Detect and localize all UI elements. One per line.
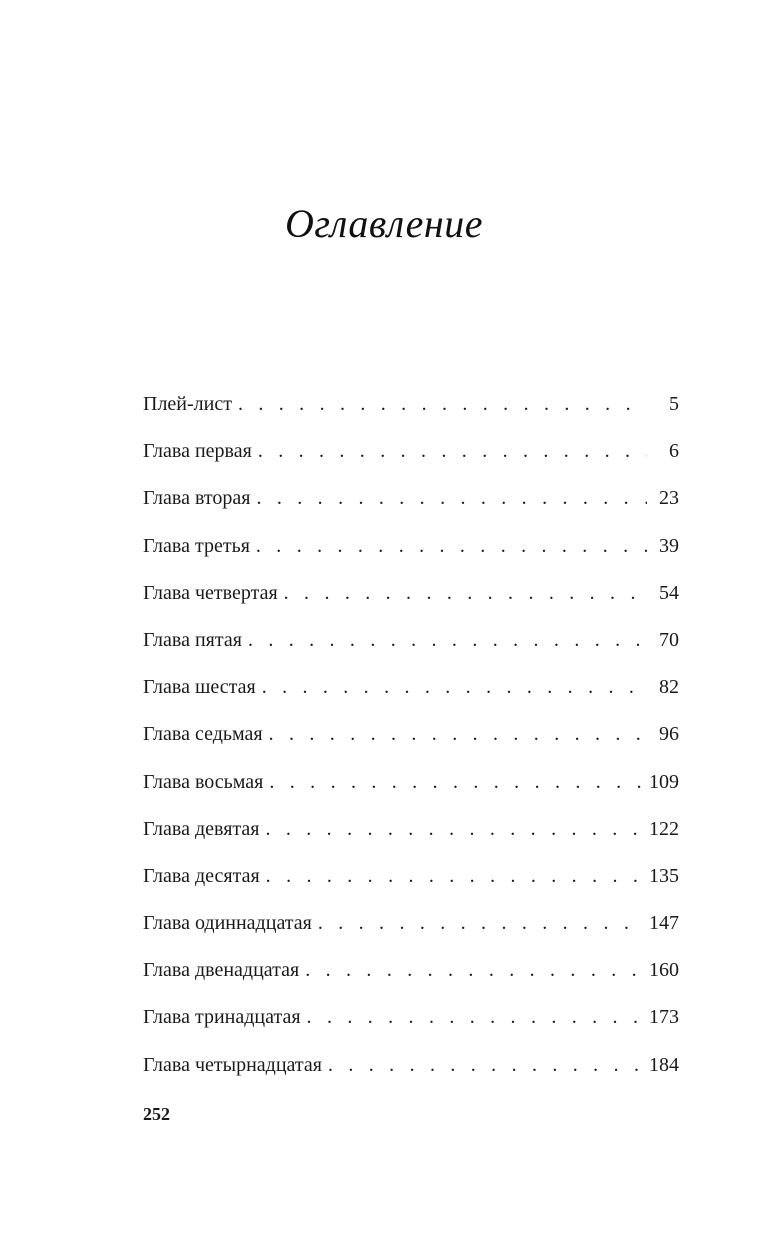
dot-leader (242, 624, 647, 656)
toc-entry-page: 160 (649, 959, 679, 982)
page-title: Оглавление (284, 201, 484, 246)
dot-leader (263, 766, 645, 798)
toc-entry[interactable] (143, 671, 679, 718)
toc-entry-page: 39 (659, 534, 679, 557)
dot-leader (260, 860, 645, 892)
toc-entry[interactable] (143, 860, 679, 907)
toc-entry-page: 70 (659, 628, 679, 651)
dot-leader (259, 813, 645, 845)
toc-entry-title: Глава одиннадцатая (143, 912, 312, 935)
toc-entry-title: Глава четвертая (143, 581, 278, 604)
toc-entry[interactable] (143, 388, 679, 435)
dot-leader (250, 482, 647, 514)
toc-entry-title: Глава девятая (143, 817, 260, 840)
toc-entry[interactable] (143, 766, 679, 813)
dot-leader (256, 671, 647, 703)
toc-entry-page: 6 (669, 440, 679, 463)
toc-entry[interactable] (143, 577, 679, 624)
toc-entry[interactable] (143, 813, 679, 860)
dot-leader (299, 954, 645, 986)
toc-entry[interactable] (143, 482, 679, 529)
toc-entry[interactable] (143, 624, 679, 671)
toc-entry-title: Глава третья (143, 534, 250, 557)
toc-entry-page: 173 (649, 1006, 679, 1029)
toc-entry[interactable] (143, 718, 679, 765)
toc-entry-title: Плей-лист (143, 393, 232, 415)
toc-entry[interactable] (143, 907, 679, 954)
toc-entry-title: Глава восьмая (143, 770, 264, 793)
toc-entry-page: 184 (649, 1053, 679, 1076)
toc-entry-title: Глава первая (143, 440, 252, 463)
dot-leader (232, 388, 647, 420)
table-of-contents (143, 388, 679, 1096)
toc-entry-title: Глава вторая (143, 487, 251, 510)
toc-entry-title: Глава десятая (143, 864, 260, 887)
toc-entry-page: 135 (649, 864, 679, 887)
toc-entry-page: 5 (669, 393, 679, 415)
toc-entry-page: 96 (659, 723, 679, 746)
toc-entry[interactable] (143, 435, 679, 482)
toc-entry[interactable] (143, 1001, 679, 1048)
dot-leader (278, 577, 647, 609)
dot-leader (301, 1001, 645, 1033)
toc-entry-title: Глава тринадцатая (143, 1006, 301, 1029)
toc-entry-page: 147 (649, 912, 679, 935)
dot-leader (252, 435, 647, 467)
toc-entry-title: Глава четырнадцатая (143, 1053, 322, 1076)
toc-entry-title: Глава двенадцатая (143, 959, 300, 982)
toc-entry-page: 109 (649, 770, 679, 793)
toc-entry-title: Глава седьмая (143, 723, 263, 746)
toc-entry[interactable] (143, 1049, 679, 1096)
dot-leader (322, 1049, 645, 1081)
toc-entry[interactable] (143, 530, 679, 577)
dot-leader (263, 718, 647, 750)
toc-entry-title: Глава пятая (143, 628, 242, 651)
toc-entry-page: 23 (659, 487, 679, 510)
toc-entry-page: 54 (659, 581, 679, 604)
toc-entry[interactable] (143, 954, 679, 1001)
dot-leader (250, 530, 647, 562)
toc-entry-page: 122 (649, 817, 679, 840)
page-number: 252 (143, 1104, 170, 1124)
toc-entry-title: Глава шестая (143, 676, 256, 699)
dot-leader (312, 907, 645, 939)
toc-entry-page: 82 (659, 676, 679, 699)
